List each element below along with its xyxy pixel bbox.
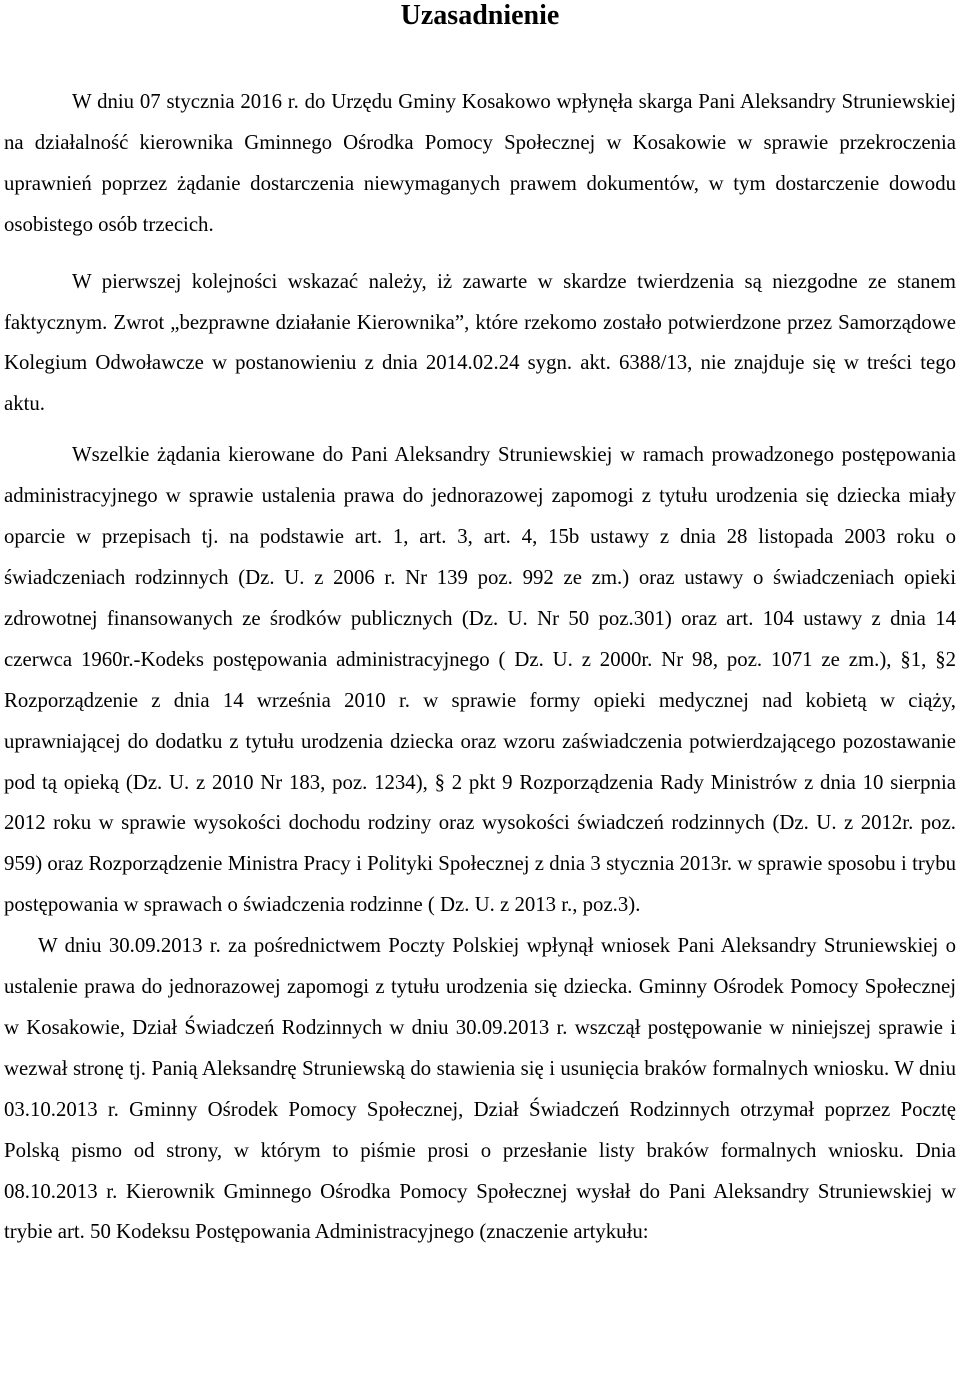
paragraph-procedure-history: W dniu 30.09.2013 r. za pośrednictwem Poczty Polskiej wpłynął wniosek Pani Aleksandry Struniewskiej o ustalenie prawa do jednorazowej zapomogi z tytułu urodzenia się dziecka. Gminny Ośrodek Pomocy Społecznej w Kosakowie, Dział Świadczeń Rodzinnych w dniu 30.09.2013 r. wszczął postępowanie w niniejszej sprawie i wezwał stronę tj. Panią Aleksandrę Struniewską do stawienia się i usunięcia braków formalnych wniosku. W dniu 03.10.2013 r. Gminny Ośrodek Pomocy Społecznej, Dział Świadczeń Rodzinnych otrzymał poprzez Pocztę Polską pismo od strony, w którym to piśmie prosi o przesłanie listy braków formalnych wniosku. Dnia 08.10.2013 r. Kierownik Gminnego Ośrodka Pomocy Społecznej wysłał do Pani Aleksandry Struniewskiej w trybie art. 50 Kodeksu Postępowania Administracyjnego (znaczenie artykułu: — [4, 934, 956, 1244]
paragraph-legal-basis: Wszelkie żądania kierowane do Pani Aleksandry Struniewskiej w ramach prowadzonego postępowania administracyjnego w sprawie ustalenia prawa do jednorazowej zapomogi z tytułu urodzenia się dziecka miały oparcie w przepisach tj. na podstawie art. 1, art. 3, art. 4, 15b ustawy z dnia 28 listopada 2003 roku o świadczeniach rodzinnych (Dz. U. z 2006 r. Nr 139 poz. 992 ze zm.) oraz ustawy o świadczeniach opieki zdrowotnej finansowanych ze środków publicznych (Dz. U. Nr 50 poz.301) oraz art. 104 ustawy z dnia 14 czerwca 1960r.-Kodeks postępowania administracyjnego ( Dz. U. z 2000r. Nr 98, poz. 1071 ze zm.), §1, §2 Rozporządzenie z dnia 14 września 2010 r. w sprawie formy opieki medycznej nad kobietą w ciąży, uprawniającej do dodatku z tytułu urodzenia dziecka oraz wzoru zaświadczenia potwierdzającego pozostawanie pod tą opieką (Dz. U. z 2010 Nr 183, poz. 1234), § 2 pkt 9 Rozporządzenia Rady Ministrów z dnia 10 sierpnia 2012 roku w sprawie wysokości dochodu rodziny oraz wysokości świadczeń rodzinnych (Dz. U. z 2012r. poz. 959) oraz Rozporządzenie Ministra Pracy i Polityki Społecznej z dnia 3 stycznia 2013r. w sprawie sposobu i trybu postępowania w sprawach o świadczenia rodzinne ( Dz. U. z 2013 r., poz.3). — [4, 443, 956, 917]
document-page — [4, 0, 956, 1253]
paragraph-claims-inconsistent: W pierwszej kolejności wskazać należy, iż zawarte w skardze twierdzenia są niezgodne ze stanem faktycznym. Zwrot „bezprawne działanie Kierownika”, które rzekomo zostało potwierdzone przez Samorządowe Kolegium Odwoławcze w postanowieniu z dnia 2014.02.24 sygn. akt. 6388/13, nie znajduje się w treści tego aktu. — [4, 269, 956, 416]
document-title: Uzasadnienie — [400, 0, 560, 31]
paragraph-complaint-received: W dniu 07 stycznia 2016 r. do Urzędu Gminy Kosakowo wpłynęła skarga Pani Aleksandry Struniewskiej na działalność kierownika Gminnego Ośrodka Pomocy Społecznej w Kosakowie w sprawie przekroczenia uprawnień poprzez żądanie dostarczenia niewymaganych prawem dokumentów, w tym dostarczenie dowodu osobistego osób trzecich. — [4, 90, 956, 236]
